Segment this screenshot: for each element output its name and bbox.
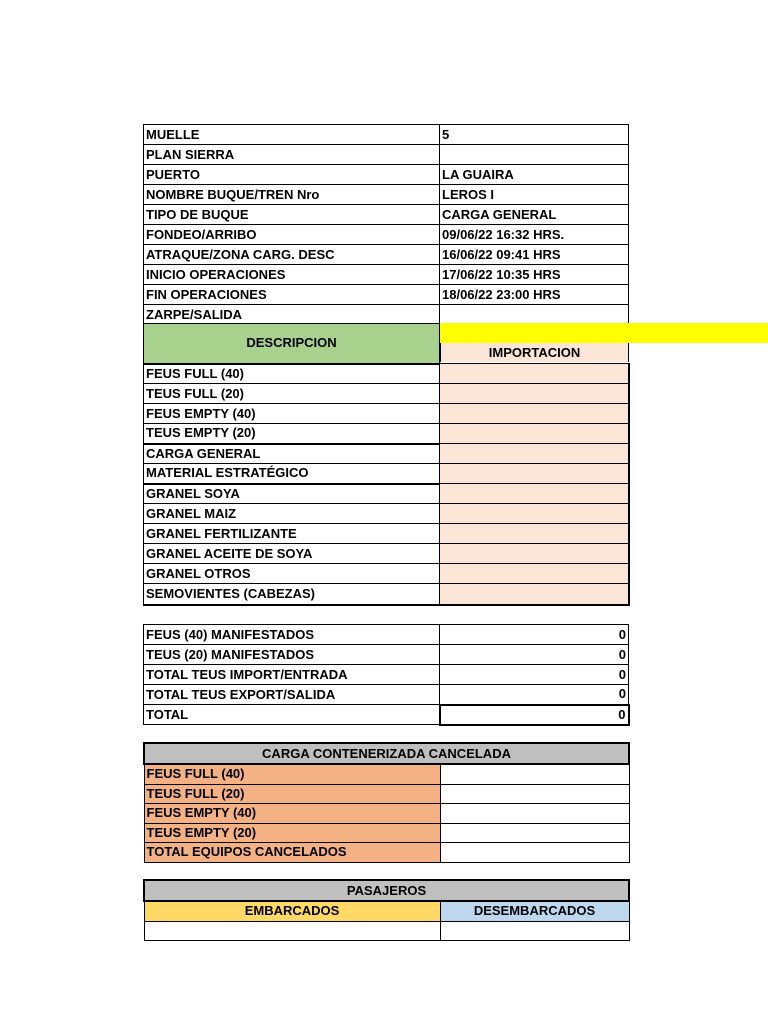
import-value[interactable]	[440, 484, 629, 504]
cargo-label[interactable]: FEUS EMPTY (40)	[144, 404, 440, 424]
total-value[interactable]: 0	[440, 645, 629, 665]
info-row	[144, 165, 629, 185]
import-value[interactable]	[440, 464, 629, 484]
cargo-label[interactable]: SEMOVIENTES (CABEZAS)	[144, 584, 440, 605]
info-value[interactable]: 18/06/22 23:00 HRS	[440, 285, 629, 305]
cancelled-value[interactable]	[440, 823, 629, 842]
info-value[interactable]: 09/06/22 16:32 HRS.	[440, 225, 629, 245]
info-value[interactable]: 5	[440, 125, 629, 145]
info-label[interactable]: FONDEO/ARRIBO	[144, 225, 440, 245]
cargo-label[interactable]: TEUS EMPTY (20)	[144, 424, 440, 444]
cancelled-value[interactable]	[440, 803, 629, 823]
passengers-table	[143, 879, 630, 941]
cancelled-value[interactable]	[440, 764, 629, 784]
cancelled-table	[143, 742, 630, 863]
import-value[interactable]	[440, 584, 629, 605]
info-row	[144, 305, 629, 325]
info-label[interactable]: INICIO OPERACIONES	[144, 265, 440, 285]
total-label[interactable]: FEUS (40) MANIFESTADOS	[144, 625, 440, 645]
info-value[interactable]: LEROS I	[440, 185, 629, 205]
cancelled-value[interactable]	[440, 842, 629, 862]
cargo-label[interactable]: GRANEL SOYA	[144, 484, 440, 504]
vessel-info-table	[143, 124, 629, 325]
disembarked-header: DESEMBARCADOS	[440, 901, 629, 921]
cargo-label[interactable]: GRANEL FERTILIZANTE	[144, 524, 440, 544]
import-value[interactable]	[440, 444, 629, 464]
total-value[interactable]: 0	[440, 625, 629, 645]
info-label[interactable]: TIPO DE BUQUE	[144, 205, 440, 225]
info-row	[144, 205, 629, 225]
info-row	[144, 265, 629, 285]
total-label[interactable]: TOTAL	[144, 705, 440, 725]
info-label[interactable]: PUERTO	[144, 165, 440, 185]
info-value[interactable]: LA GUAIRA	[440, 165, 629, 185]
highlight-bar	[440, 323, 768, 343]
info-label[interactable]: FIN OPERACIONES	[144, 285, 440, 305]
total-value[interactable]: 0	[440, 685, 629, 705]
total-label[interactable]: TEUS (20) MANIFESTADOS	[144, 645, 440, 665]
info-value[interactable]: CARGA GENERAL	[440, 205, 629, 225]
import-value[interactable]	[440, 544, 629, 564]
cancelled-label[interactable]: FEUS FULL (40)	[144, 764, 440, 784]
info-row	[144, 225, 629, 245]
info-label[interactable]: PLAN SIERRA	[144, 145, 440, 165]
import-value[interactable]	[440, 504, 629, 524]
info-value[interactable]: 16/06/22 09:41 HRS	[440, 245, 629, 265]
import-value[interactable]	[440, 364, 629, 384]
cargo-label[interactable]: TEUS FULL (20)	[144, 384, 440, 404]
embarked-value[interactable]	[144, 921, 440, 940]
import-value[interactable]	[440, 564, 629, 584]
info-label[interactable]: ATRAQUE/ZONA CARG. DESC	[144, 245, 440, 265]
info-label[interactable]: MUELLE	[144, 125, 440, 145]
passengers-title: PASAJEROS	[144, 880, 629, 901]
info-row	[144, 185, 629, 205]
cancelled-label[interactable]: TOTAL EQUIPOS CANCELADOS	[144, 842, 440, 862]
info-value[interactable]	[440, 305, 629, 325]
info-row	[144, 125, 629, 145]
import-value[interactable]	[440, 424, 629, 444]
info-value[interactable]: 17/06/22 10:35 HRS	[440, 265, 629, 285]
import-value[interactable]	[440, 404, 629, 424]
total-label[interactable]: TOTAL TEUS EXPORT/SALIDA	[144, 685, 440, 705]
grand-total-value[interactable]: 0	[440, 705, 629, 725]
cancelled-title: CARGA CONTENERIZADA CANCELADA	[144, 743, 629, 764]
disembarked-value[interactable]	[440, 921, 629, 940]
cancelled-label[interactable]: TEUS FULL (20)	[144, 784, 440, 803]
cargo-label[interactable]: FEUS FULL (40)	[144, 364, 440, 384]
cargo-label[interactable]: MATERIAL ESTRATÉGICO	[144, 464, 440, 484]
info-row	[144, 145, 629, 165]
cancelled-label[interactable]: TEUS EMPTY (20)	[144, 823, 440, 842]
info-row	[144, 285, 629, 305]
totals-table	[143, 624, 630, 726]
import-header: IMPORTACION	[440, 343, 629, 362]
cargo-label[interactable]: GRANEL MAIZ	[144, 504, 440, 524]
cargo-label[interactable]: GRANEL ACEITE DE SOYA	[144, 544, 440, 564]
import-value[interactable]	[440, 524, 629, 544]
import-value[interactable]	[440, 384, 629, 404]
total-label[interactable]: TOTAL TEUS IMPORT/ENTRADA	[144, 665, 440, 685]
info-label[interactable]: NOMBRE BUQUE/TREN Nro	[144, 185, 440, 205]
info-value[interactable]	[440, 145, 629, 165]
cargo-table	[143, 323, 630, 606]
cancelled-label[interactable]: FEUS EMPTY (40)	[144, 803, 440, 823]
cancelled-value[interactable]	[440, 784, 629, 803]
cargo-label[interactable]: CARGA GENERAL	[144, 444, 440, 464]
info-label[interactable]: ZARPE/SALIDA	[144, 305, 440, 325]
embarked-header: EMBARCADOS	[144, 901, 440, 921]
vessel-info-body	[144, 125, 629, 325]
description-header: DESCRIPCION	[144, 324, 440, 364]
info-row	[144, 245, 629, 265]
cargo-label[interactable]: GRANEL OTROS	[144, 564, 440, 584]
total-value[interactable]: 0	[440, 665, 629, 685]
